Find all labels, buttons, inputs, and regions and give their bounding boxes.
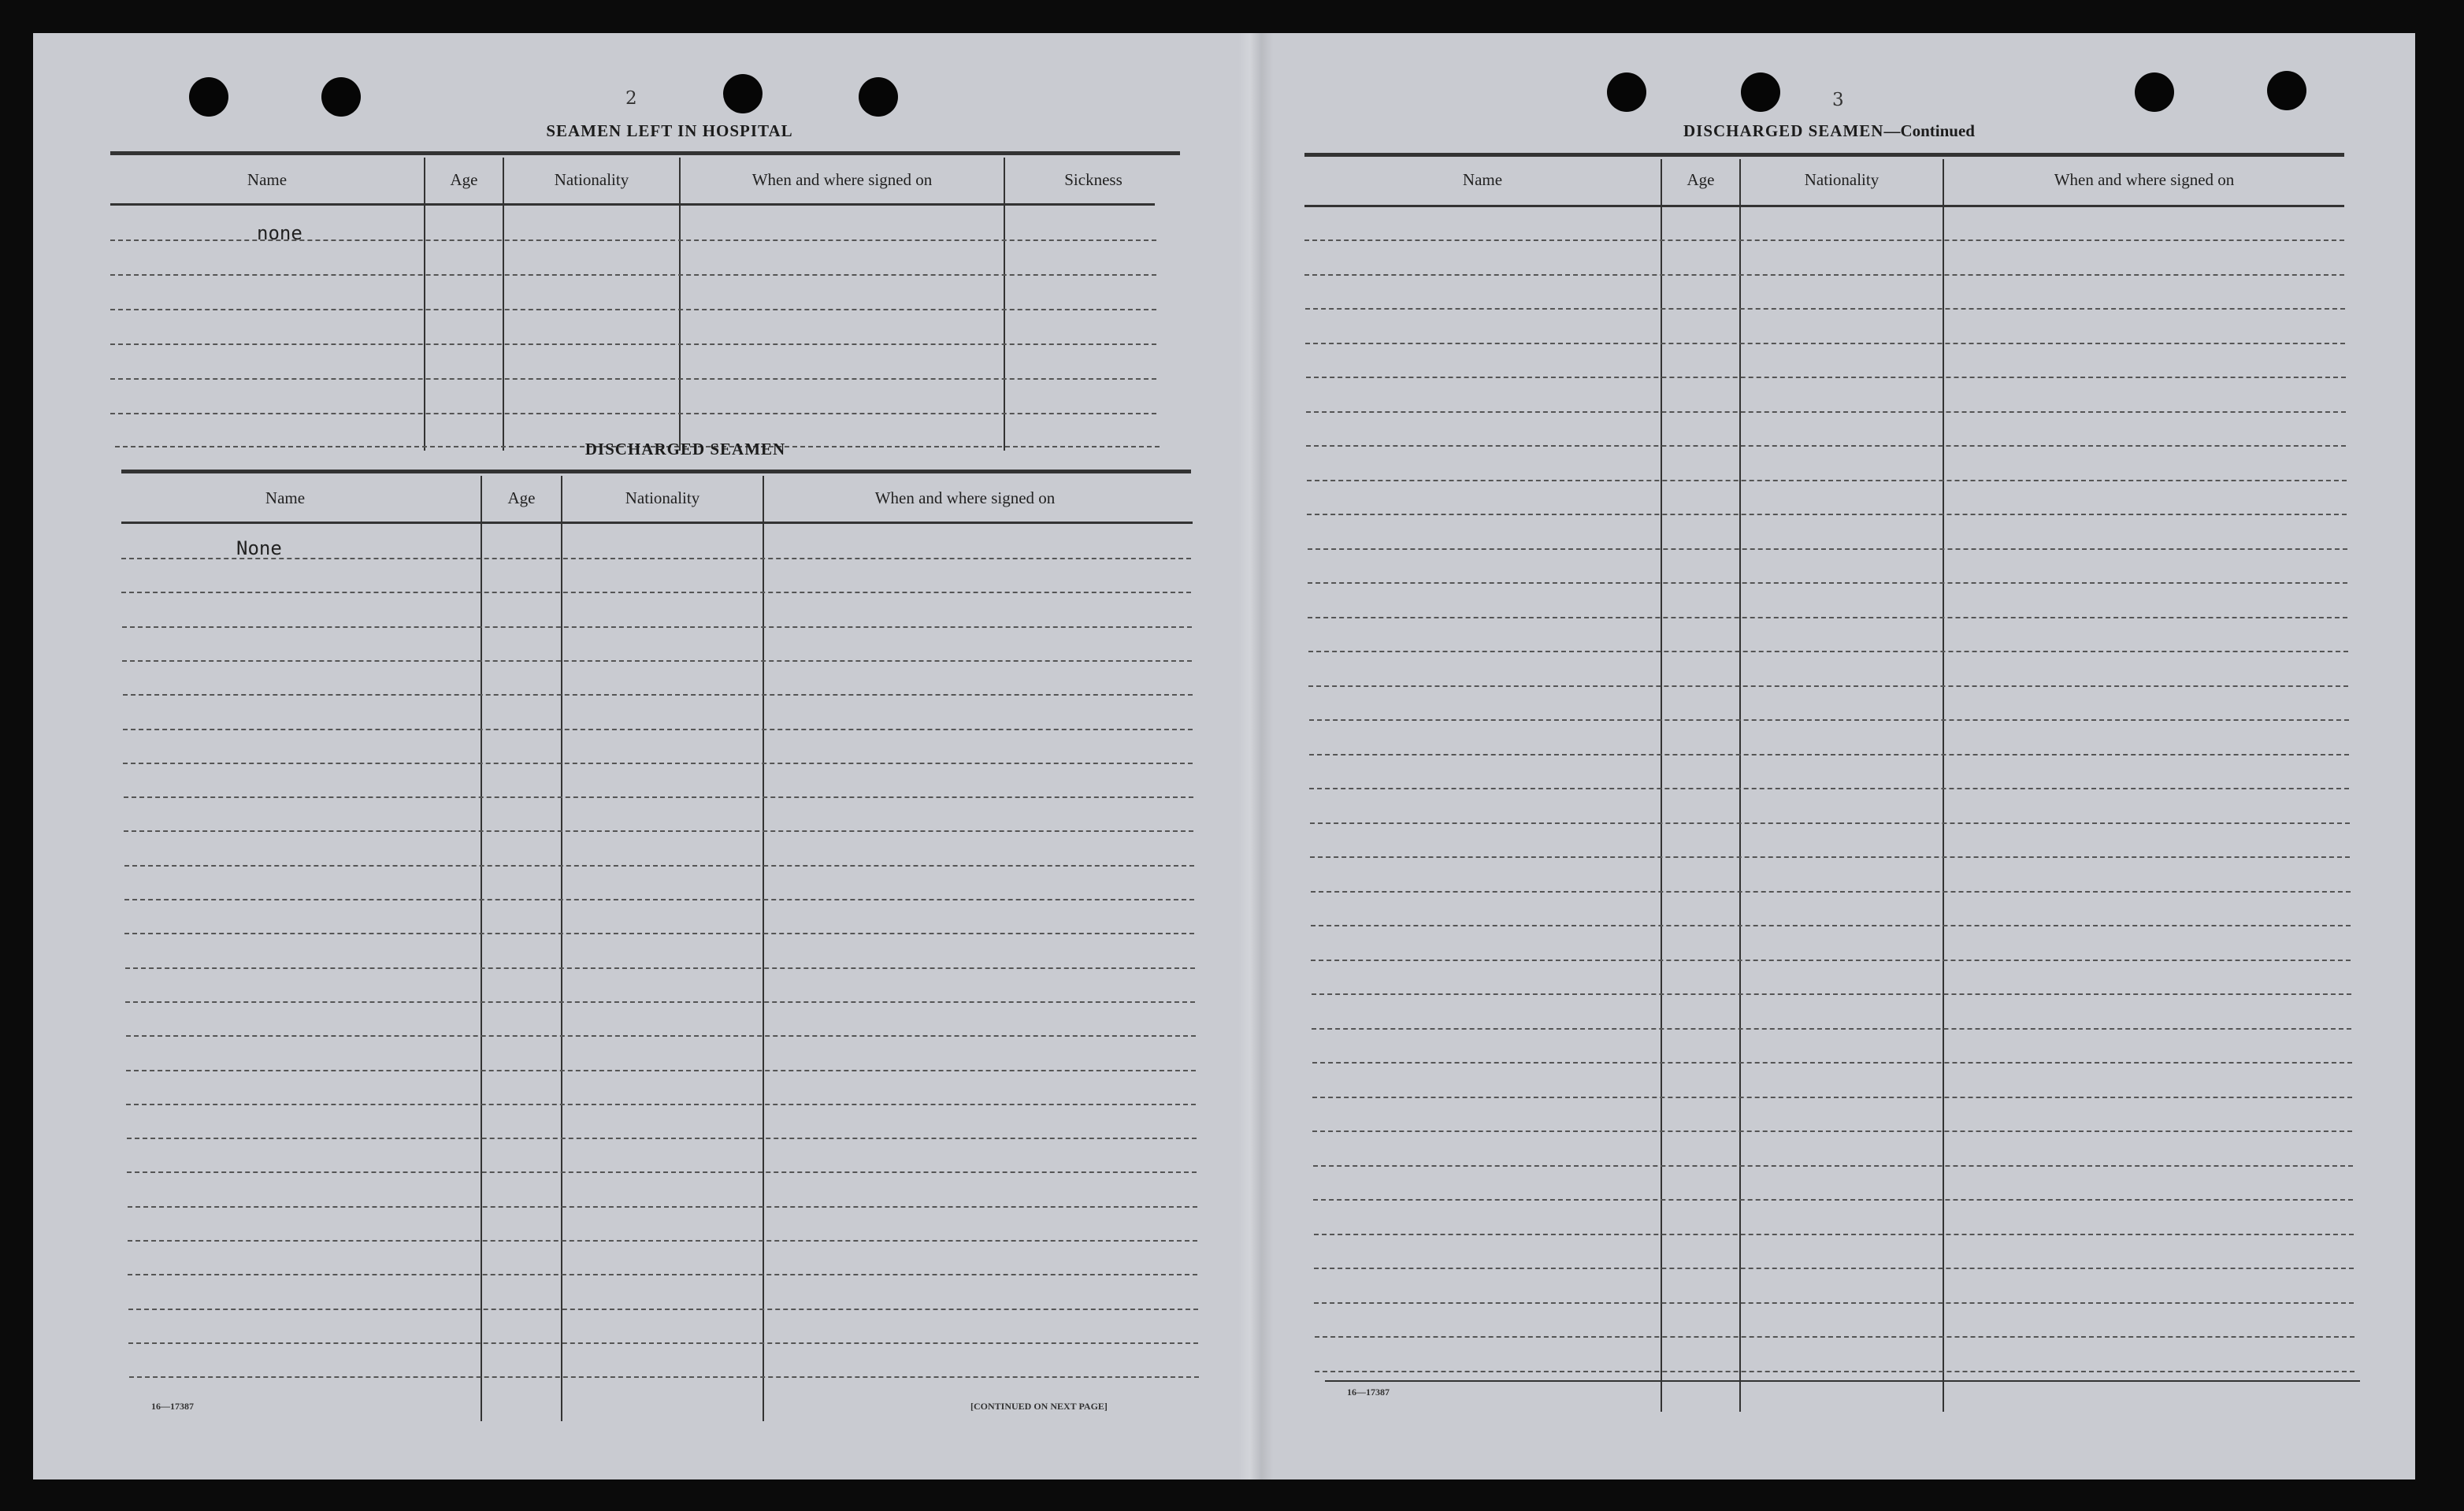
row-line <box>123 694 1193 696</box>
row-line <box>1308 617 2347 618</box>
header-bottom-rule <box>110 203 1155 206</box>
row-line <box>1310 856 2350 858</box>
column-header-signed-on: When and where signed on <box>874 488 1056 507</box>
row-line <box>1304 274 2344 276</box>
punch-hole <box>1741 72 1780 112</box>
row-line <box>1306 445 2346 447</box>
column-header-name: Name <box>1462 170 1503 189</box>
row-line <box>128 1240 1197 1242</box>
column-header-nationality: Nationality <box>1804 170 1880 189</box>
row-line <box>128 1206 1197 1208</box>
hospital-entry: none <box>257 222 302 244</box>
punch-hole <box>321 77 361 117</box>
column-divider <box>1661 159 1662 1412</box>
column-divider <box>503 158 504 451</box>
row-line <box>1309 788 2349 789</box>
row-line <box>124 865 1194 867</box>
row-line <box>1304 239 2344 241</box>
row-line <box>124 933 1194 934</box>
row-line <box>110 309 1156 310</box>
row-line <box>1308 651 2348 652</box>
section-title-discharged-continued <box>1577 121 2081 141</box>
column-divider <box>679 158 681 451</box>
header-rule <box>110 151 1180 155</box>
row-line <box>121 592 1191 593</box>
column-divider <box>561 476 562 1421</box>
column-header-age: Age <box>507 488 536 507</box>
row-line <box>125 1001 1195 1003</box>
page-fold <box>1238 33 1273 1479</box>
punch-hole <box>2135 72 2174 112</box>
row-line <box>126 1070 1196 1071</box>
header-bottom-rule <box>1304 205 2344 207</box>
column-header-age: Age <box>450 170 478 189</box>
continued-note: [CONTINUED ON NEXT PAGE] <box>970 1401 1108 1412</box>
row-line <box>126 1104 1196 1105</box>
row-line <box>1315 1371 2355 1372</box>
row-line <box>124 796 1193 798</box>
row-line <box>1309 719 2349 721</box>
row-line <box>128 1274 1197 1275</box>
column-divider <box>763 476 764 1421</box>
row-line <box>127 1171 1197 1173</box>
row-line <box>1308 548 2347 550</box>
row-line <box>1313 1199 2353 1201</box>
title-text: DISCHARGED SEAMEN <box>1683 121 1884 140</box>
row-line <box>1305 308 2345 310</box>
row-line <box>1311 960 2351 961</box>
row-line <box>1312 1062 2352 1064</box>
section-title-hospital: SEAMEN LEFT IN HOSPITAL <box>546 121 793 140</box>
column-header-sickness: Sickness <box>1064 170 1123 189</box>
column-divider <box>1943 159 1944 1412</box>
column-header-signed-on: When and where signed on <box>751 170 933 189</box>
row-line <box>110 343 1156 345</box>
row-line <box>1314 1268 2354 1269</box>
form-sheet <box>33 33 2415 1479</box>
column-divider <box>1004 158 1005 451</box>
header-bottom-rule <box>121 522 1193 524</box>
title-suffix: —Continued <box>1883 121 1975 140</box>
section-title-discharged: DISCHARGED SEAMEN <box>584 440 786 458</box>
row-line <box>1314 1234 2354 1235</box>
row-line <box>123 763 1193 764</box>
row-line <box>1311 925 2351 926</box>
row-line <box>124 899 1194 900</box>
column-header-signed-on: When and where signed on <box>2054 170 2235 189</box>
page-number: 3 <box>1832 90 1844 110</box>
row-line <box>1312 1130 2352 1132</box>
discharged-entry: None <box>236 537 282 559</box>
column-header-age: Age <box>1687 170 1715 189</box>
header-rule <box>121 470 1191 473</box>
row-line <box>126 1035 1196 1037</box>
column-divider <box>424 158 425 451</box>
punch-hole <box>859 77 898 117</box>
row-line <box>1306 377 2346 378</box>
row-line <box>1306 411 2346 413</box>
row-line <box>1312 1028 2351 1030</box>
row-line <box>1308 685 2348 687</box>
row-line <box>1314 1302 2354 1304</box>
row-line <box>129 1376 1199 1378</box>
row-line <box>1307 480 2347 481</box>
column-divider <box>481 476 482 1421</box>
row-line <box>123 729 1193 730</box>
row-line <box>1307 514 2347 515</box>
header-rule <box>1304 153 2344 157</box>
column-divider <box>1739 159 1741 1412</box>
column-header-nationality: Nationality <box>625 488 700 507</box>
row-line <box>1309 754 2349 756</box>
page-number: 2 <box>625 88 637 109</box>
column-header-name: Name <box>265 488 306 507</box>
bottom-rule <box>1325 1380 2360 1382</box>
row-line <box>122 660 1192 662</box>
punch-hole <box>189 77 228 117</box>
row-line <box>1313 1165 2353 1167</box>
punch-hole <box>2267 71 2306 110</box>
row-line <box>128 1342 1198 1344</box>
row-line <box>124 830 1193 832</box>
column-header-name: Name <box>247 170 288 189</box>
row-line <box>1308 582 2347 584</box>
row-line <box>128 1309 1198 1310</box>
row-line <box>1315 1336 2355 1338</box>
row-line <box>110 274 1156 276</box>
row-line <box>125 967 1195 969</box>
row-line <box>110 378 1156 380</box>
row-line <box>110 413 1156 414</box>
row-line <box>1312 1097 2352 1098</box>
row-line <box>1310 822 2350 824</box>
row-line <box>1311 891 2351 893</box>
punch-hole <box>1607 72 1646 112</box>
punch-hole <box>723 74 763 113</box>
column-header-nationality: Nationality <box>554 170 629 189</box>
row-line <box>1305 343 2345 344</box>
form-number: 16—17387 <box>1347 1387 1390 1398</box>
row-line <box>127 1138 1197 1139</box>
row-line <box>122 626 1192 628</box>
row-line <box>1312 993 2351 995</box>
form-number: 16—17387 <box>151 1401 194 1412</box>
